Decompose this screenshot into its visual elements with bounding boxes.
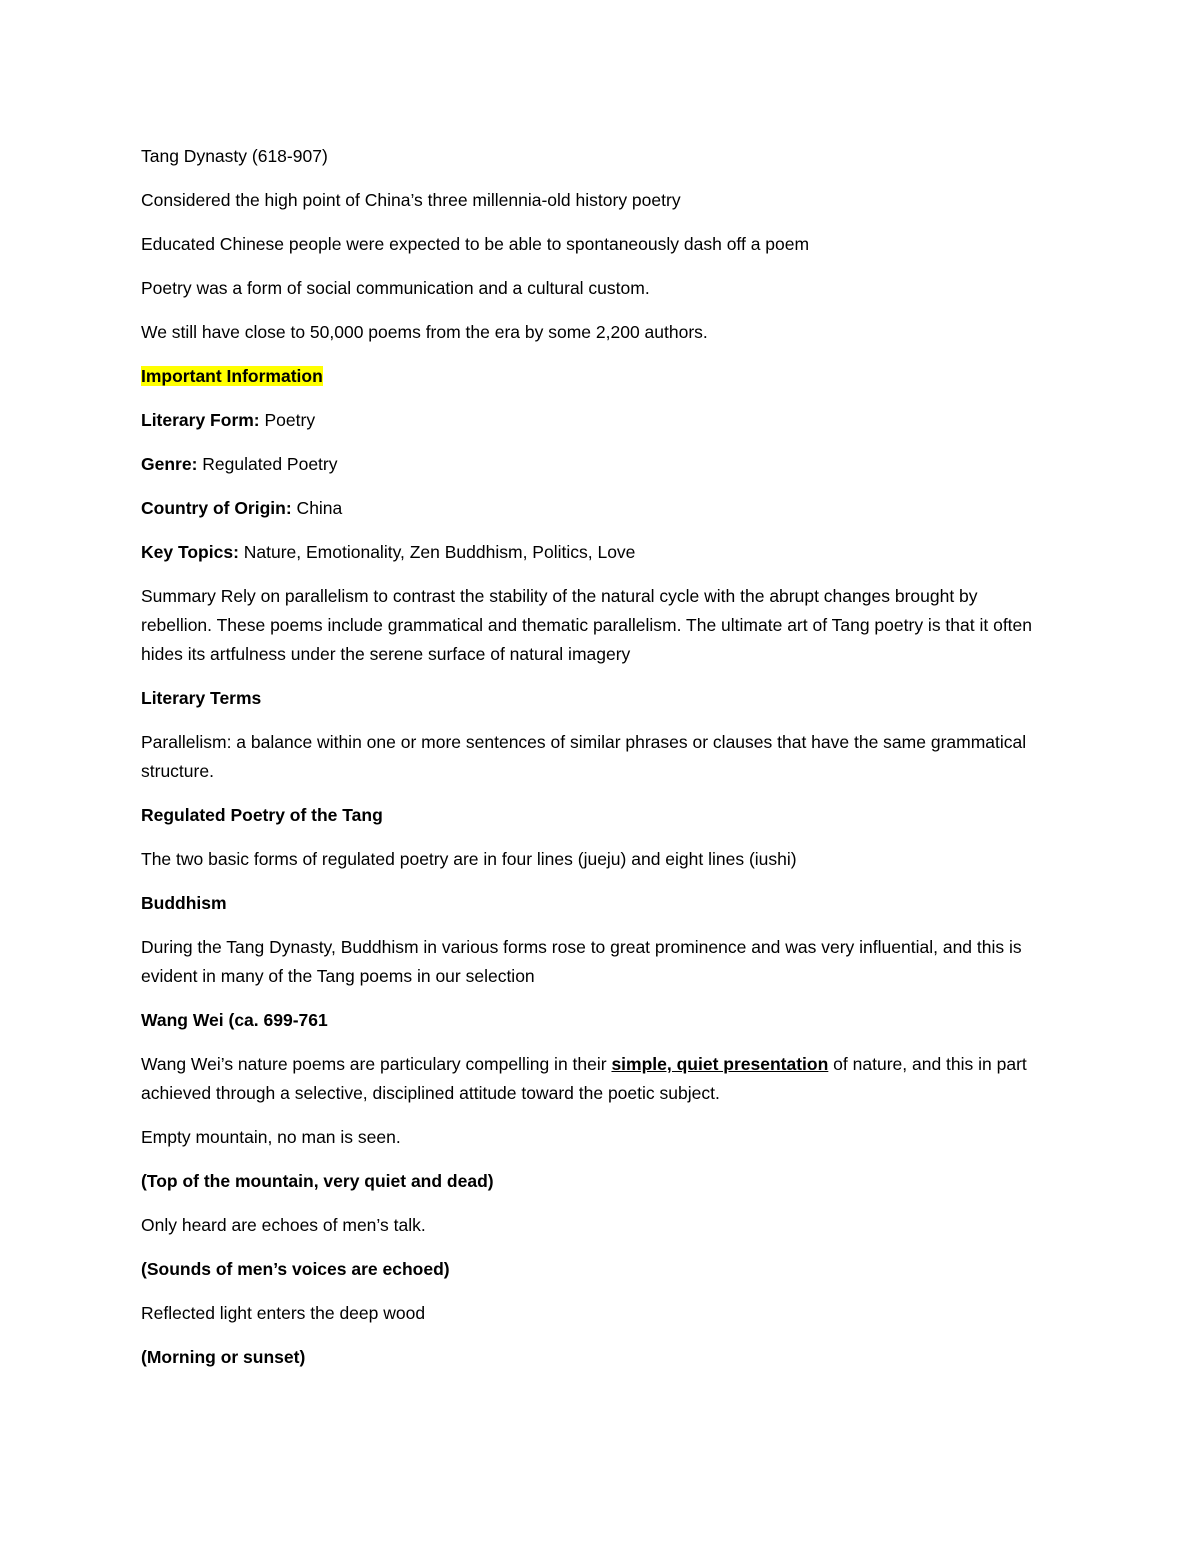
literary-terms-heading: Literary Terms <box>141 688 262 708</box>
poem-line: Only heard are echoes of men’s talk. <box>141 1215 426 1235</box>
parallelism-definition: Parallelism: a balance within one or more sentences of similar phrases or clauses that have the same grammatical structure. <box>141 732 1027 781</box>
important-info-paragraph <box>141 362 1051 391</box>
poem-note: (Morning or sunset) <box>141 1347 306 1367</box>
country-value: China <box>291 498 343 518</box>
poem-line: Empty mountain, no man is seen. <box>141 1127 401 1147</box>
document-title: Tang Dynasty (618-907) <box>141 146 328 166</box>
document-body <box>141 142 1051 1387</box>
genre-label: Genre: <box>141 454 198 474</box>
wang-wei-paragraph <box>141 1050 1051 1108</box>
intro-line: Considered the high point of China’s three millennia-old history poetry <box>141 190 681 210</box>
poem-note: (Sounds of men’s voices are echoed) <box>141 1259 450 1279</box>
country-field <box>141 494 1051 523</box>
intro-line: Educated Chinese people were expected to be able to spontaneously dash off a poem <box>141 234 810 254</box>
buddhism-heading: Buddhism <box>141 893 227 913</box>
wang-wei-heading: Wang Wei (ca. 699-761 <box>141 1010 328 1030</box>
key-topics-field <box>141 538 1051 567</box>
poem-note: (Top of the mountain, very quiet and dead) <box>141 1171 494 1191</box>
intro-line: Poetry was a form of social communication and a cultural custom. <box>141 278 650 298</box>
intro-line: We still have close to 50,000 poems from the era by some 2,200 authors. <box>141 322 708 342</box>
genre-value: Regulated Poetry <box>197 454 338 474</box>
regulated-poetry-heading: Regulated Poetry of the Tang <box>141 805 383 825</box>
wang-wei-text: of nature, and this in part achieved through a selective, disciplined attitude toward the poetic subject. <box>141 1054 1027 1103</box>
summary-paragraph: Summary Rely on parallelism to contrast the stability of the natural cycle with the abrupt changes brought by rebellion. These poems include grammatical and thematic parallelism. The ultimate art of Tang poetry is that it often hides its artfulness under the serene surface of natural imagery <box>141 586 1033 664</box>
wang-wei-text: Wang Wei’s nature poems are particulary compelling in their <box>141 1054 612 1074</box>
poem-line: Reflected light enters the deep wood <box>141 1303 426 1323</box>
important-info-heading: Important Information <box>141 366 323 386</box>
wang-wei-underlined-phrase: simple, quiet presentation <box>611 1054 829 1074</box>
key-topics-value: Nature, Emotionality, Zen Buddhism, Politics, Love <box>238 542 636 562</box>
regulated-poetry-text: The two basic forms of regulated poetry are in four lines (jueju) and eight lines (iushi) <box>141 849 797 869</box>
country-label: Country of Origin: <box>141 498 292 518</box>
literary-form-field <box>141 406 1051 435</box>
genre-field <box>141 450 1051 479</box>
literary-form-value: Poetry <box>259 410 316 430</box>
key-topics-label: Key Topics: <box>141 542 239 562</box>
buddhism-text: During the Tang Dynasty, Buddhism in various forms rose to great prominence and was very influential, and this is evident in many of the Tang poems in our selection <box>141 937 1022 986</box>
literary-form-label: Literary Form: <box>141 410 260 430</box>
